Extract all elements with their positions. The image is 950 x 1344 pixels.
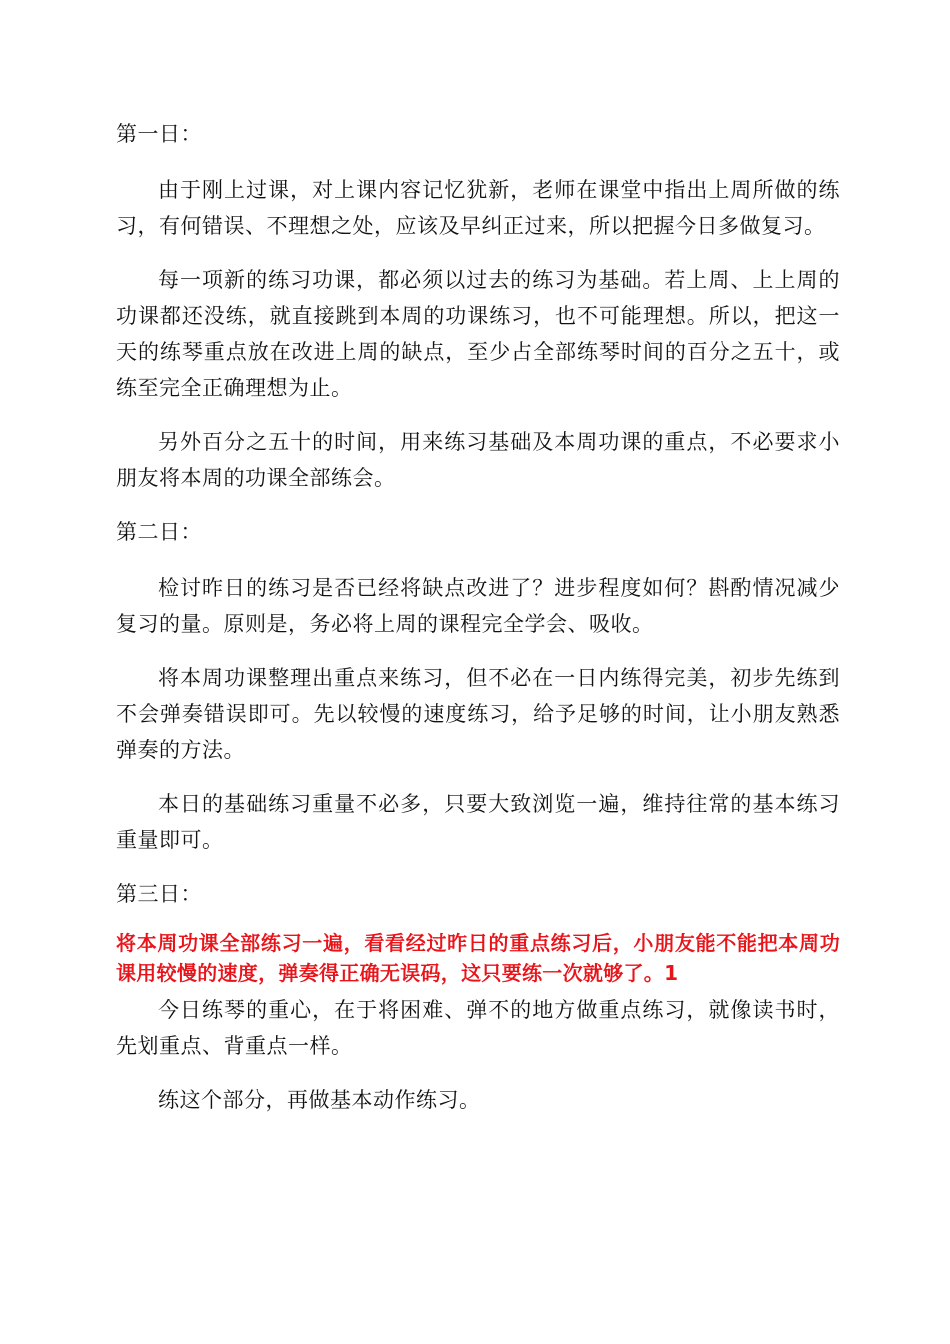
day2-heading: 第二日： xyxy=(116,520,202,544)
day2-paragraph-1: 检讨昨日的练习是否已经将缺点改进了？进步程度如何？斟酌情况减少复习的量。原则是，务必将上周的课程完全学会、吸收。 xyxy=(116,576,840,636)
day1-heading: 第一日： xyxy=(116,122,202,146)
day1-paragraph-2: 每一项新的练习功课，都必须以过去的练习为基础。若上周、上上周的功课都还没练，就直接跳到本周的功课练习，也不可能理想。所以，把这一天的练琴重点放在改进上周的缺点，至少占全部练琴时间的百分之五十，或练至完全正确理想为止。 xyxy=(116,268,840,400)
day3-paragraph-2: 练这个部分，再做基本动作练习。 xyxy=(158,1088,481,1112)
day1-paragraph-1: 由于刚上过课，对上课内容记忆犹新，老师在课堂中指出上周所做的练习，有何错误、不理想之处，应该及早纠正过来，所以把握今日多做复习。 xyxy=(116,178,840,238)
document-body xyxy=(116,116,840,1118)
day2-paragraph-2: 将本周功课整理出重点来练习，但不必在一日内练得完美，初步先练到不会弹奏错误即可。先以较慢的速度练习，给予足够的时间，让小朋友熟悉弹奏的方法。 xyxy=(116,666,840,762)
day1-paragraph-3: 另外百分之五十的时间，用来练习基础及本周功课的重点，不必要求小朋友将本周的功课全部练会。 xyxy=(116,430,840,490)
day3-heading: 第三日： xyxy=(116,882,202,906)
day2-paragraph-3: 本日的基础练习重量不必多，只要大致浏览一遍，维持往常的基本练习重量即可。 xyxy=(116,792,840,852)
day3-paragraph-1: 今日练琴的重心，在于将困难、弹不的地方做重点练习，就像读书时，先划重点、背重点一样。 xyxy=(116,998,840,1058)
day3-highlight-text: 将本周功课全部练习一遍，看看经过昨日的重点练习后，小朋友能不能把本周功课用较慢的速度，弹奏得正确无误码，这只要练一次就够了。1 xyxy=(116,931,840,985)
